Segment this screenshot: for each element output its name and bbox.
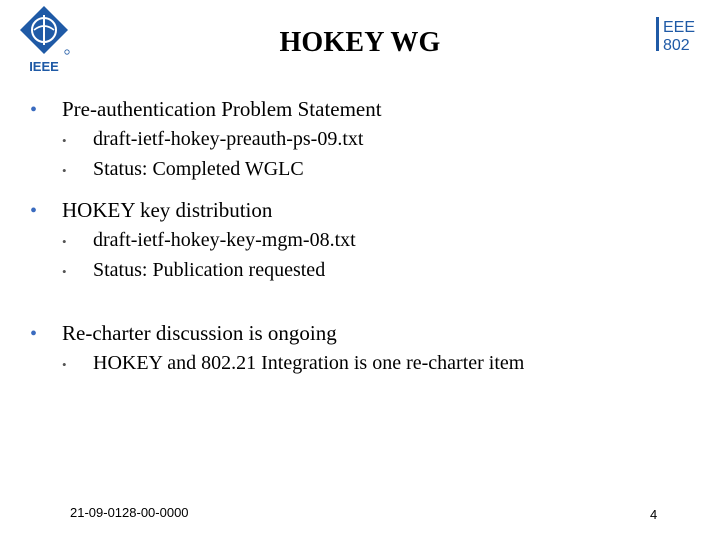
bullet-group (30, 318, 690, 379)
sub-bullet-text: Status: Publication requested (93, 259, 326, 281)
page-number: 4 (650, 507, 658, 522)
footer-doc-id: 21-09-0128-00-0000 (70, 505, 189, 520)
sub-bullet-item (60, 349, 690, 379)
bullet-dot-icon: • (30, 323, 38, 345)
small-bullet-dot-icon: • (62, 264, 67, 279)
sub-bullet-text: draft-ietf-hokey-preauth-ps-09.txt (93, 128, 364, 150)
sub-bullet-item (60, 155, 690, 185)
sub-bullet-item (60, 226, 690, 256)
bullet-group (30, 94, 690, 185)
slide-title: HOKEY WG (279, 27, 441, 58)
small-bullet-dot-icon: • (62, 133, 67, 148)
small-bullet-dot-icon: • (62, 163, 67, 178)
bullet-dot-icon: • (30, 200, 38, 222)
sub-bullet-item (60, 256, 690, 286)
sub-bullet-text: Status: Completed WGLC (93, 158, 304, 180)
bullet-group (30, 195, 690, 286)
bullet-text: Re-charter discussion is ongoing (62, 321, 337, 345)
small-bullet-dot-icon: • (62, 357, 67, 372)
small-bullet-dot-icon: • (62, 234, 67, 249)
bullet-dot-icon: • (30, 99, 38, 121)
bullet-text: HOKEY key distribution (62, 198, 273, 222)
bullet-text: Pre-authentication Problem Statement (62, 97, 382, 121)
bullet-item (30, 318, 690, 349)
sub-bullet-text: HOKEY and 802.21 Integration is one re-charter item (93, 352, 525, 374)
slide-content (30, 94, 690, 379)
sub-bullet-item (60, 125, 690, 155)
bullet-item (30, 94, 690, 125)
ieee-802-logo-text-top: EEE (663, 19, 696, 36)
sub-bullet-text: draft-ietf-hokey-key-mgm-08.txt (93, 229, 356, 251)
ieee-802-logo-text-bottom: 802 (663, 37, 690, 54)
ieee-logo-text: IEEE (29, 59, 59, 74)
bullet-item (30, 195, 690, 226)
